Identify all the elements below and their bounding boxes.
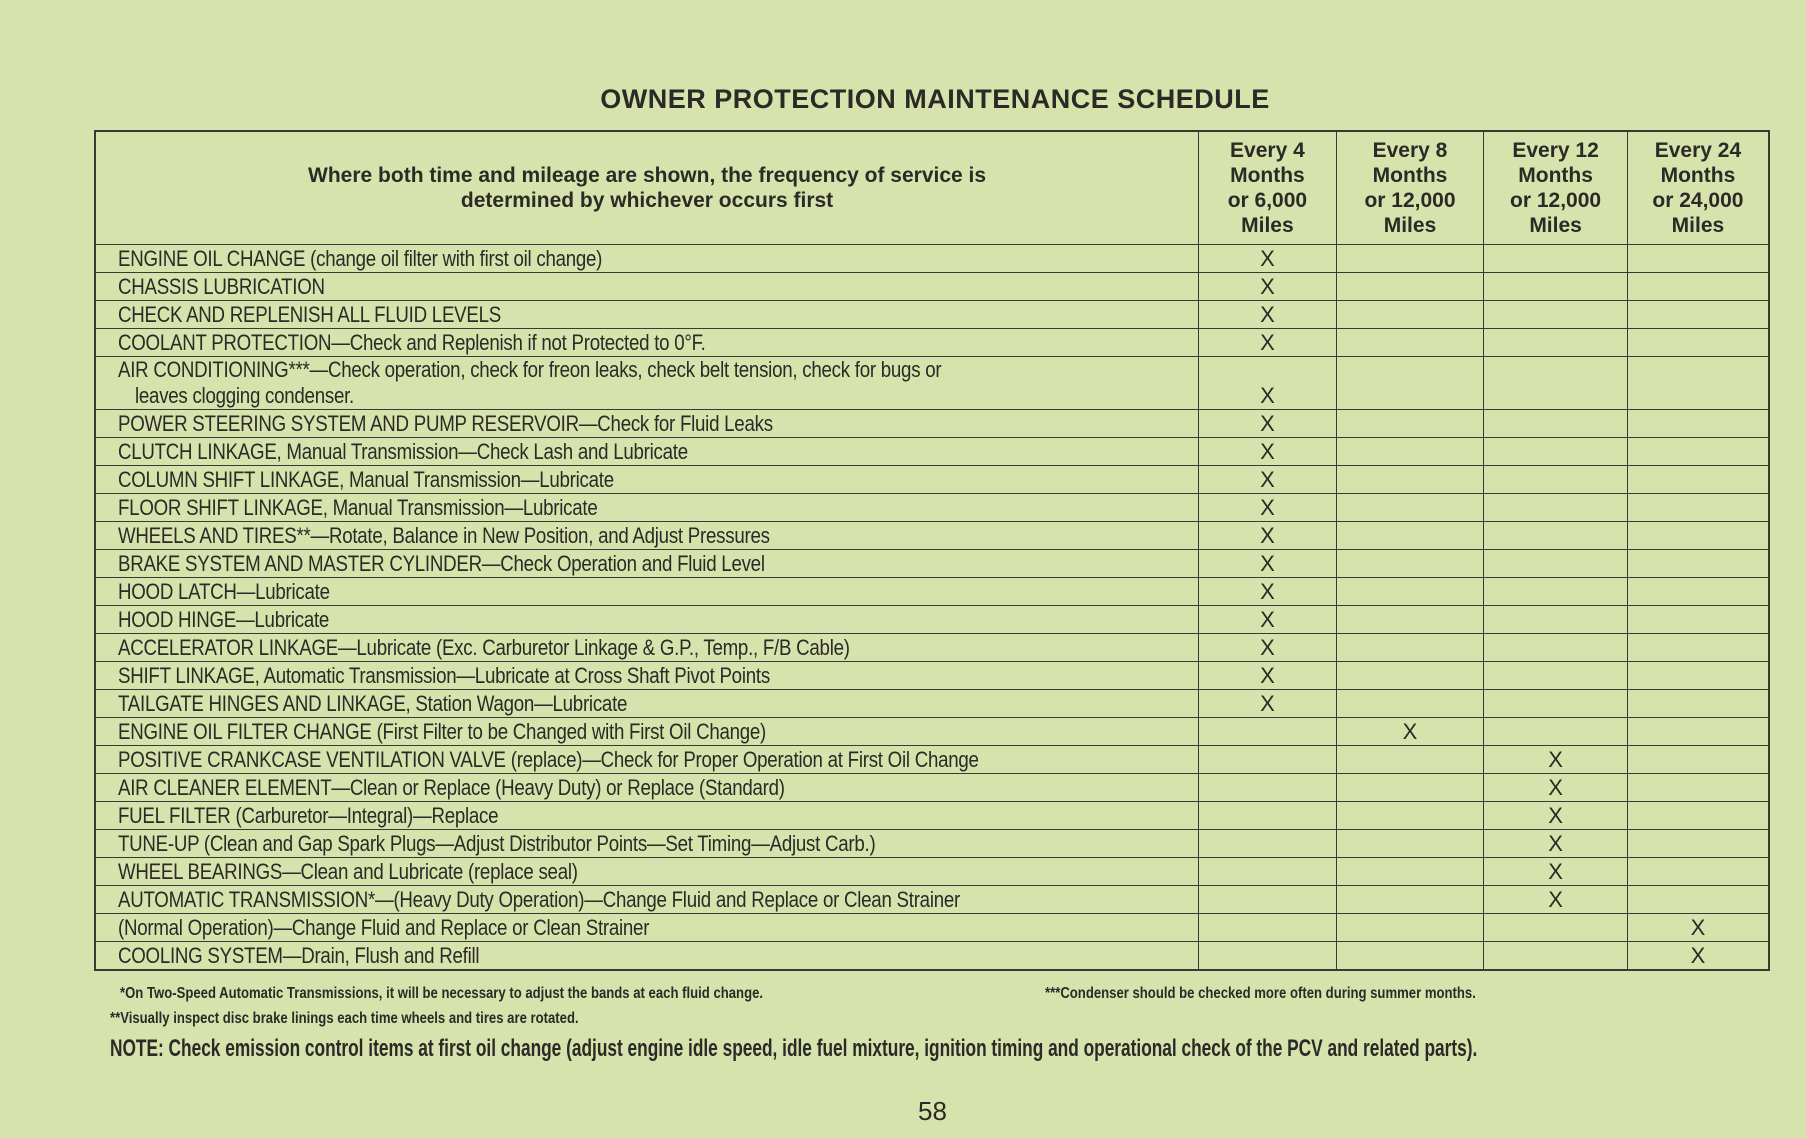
interval-cell <box>1627 357 1769 410</box>
header-line: or 12,000 <box>1510 189 1602 212</box>
interval-cell <box>1336 830 1484 858</box>
header-line: Months <box>1230 164 1305 187</box>
interval-mark: X <box>1690 943 1706 968</box>
header-line: or 12,000 <box>1364 189 1456 212</box>
interval-mark: X <box>1260 607 1275 632</box>
interval-cell <box>1199 746 1337 774</box>
service-item-text: ENGINE OIL CHANGE (change oil filter with first oil change) <box>118 245 603 271</box>
interval-cell <box>1484 329 1628 357</box>
table-row <box>95 802 1769 830</box>
service-item-text: COLUMN SHIFT LINKAGE, Manual Transmission—Lubricate <box>118 466 614 492</box>
table-row <box>95 718 1769 746</box>
interval-cell <box>1484 690 1628 718</box>
interval-mark: X <box>1548 859 1563 884</box>
interval-cell <box>1484 301 1628 329</box>
interval-cell <box>1199 466 1337 494</box>
service-item-text: POWER STEERING SYSTEM AND PUMP RESERVOIR—Check for Fluid Leaks <box>118 410 773 436</box>
table-row <box>95 329 1769 357</box>
table-row <box>95 494 1769 522</box>
service-item <box>95 522 1199 550</box>
interval-cell <box>1484 746 1628 774</box>
footnote-single: *On Two-Speed Automatic Transmissions, it will be necessary to adjust the bands at each fluid change. <box>120 985 764 1002</box>
interval-cell <box>1199 858 1337 886</box>
service-item <box>95 942 1199 971</box>
table-row <box>95 634 1769 662</box>
interval-cell <box>1627 494 1769 522</box>
table-row <box>95 522 1769 550</box>
page-title: OWNER PROTECTION MAINTENANCE SCHEDULE <box>600 84 1270 114</box>
interval-cell <box>1336 858 1484 886</box>
interval-mark: X <box>1260 495 1275 520</box>
interval-cell <box>1199 830 1337 858</box>
interval-cell <box>1627 830 1769 858</box>
header-line: or 6,000 <box>1227 189 1308 212</box>
interval-mark: X <box>1260 439 1275 464</box>
interval-cell <box>1484 273 1628 301</box>
interval-cell <box>1484 357 1628 410</box>
interval-cell <box>1627 774 1769 802</box>
interval-cell <box>1484 410 1628 438</box>
table-row <box>95 606 1769 634</box>
interval-cell <box>1627 886 1769 914</box>
header-line: Months <box>1372 164 1448 187</box>
interval-cell <box>1484 438 1628 466</box>
service-item-text: FLOOR SHIFT LINKAGE, Manual Transmission—Lubricate <box>118 494 598 520</box>
interval-cell <box>1336 662 1484 690</box>
interval-cell <box>1627 690 1769 718</box>
interval-cell <box>1484 522 1628 550</box>
interval-mark: X <box>1260 467 1275 492</box>
service-item-text: BRAKE SYSTEM AND MASTER CYLINDER—Check Operation and Fluid Level <box>118 550 765 576</box>
table-row <box>95 301 1769 329</box>
interval-mark: X <box>1402 719 1418 744</box>
table-row <box>95 830 1769 858</box>
interval-cell <box>1484 466 1628 494</box>
interval-cell <box>1199 942 1337 971</box>
interval-cell <box>1336 438 1484 466</box>
interval-cell <box>1199 578 1337 606</box>
service-item-text: HOOD HINGE—Lubricate <box>118 606 330 632</box>
header-line: Months <box>1660 164 1736 187</box>
table-row <box>95 690 1769 718</box>
table-row <box>95 662 1769 690</box>
table-row <box>95 466 1769 494</box>
interval-cell <box>1627 438 1769 466</box>
interval-mark: X <box>1260 302 1275 327</box>
interval-cell <box>1199 662 1337 690</box>
service-item <box>95 273 1199 301</box>
emission-note: NOTE: Check emission control items at first oil change (adjust engine idle speed, idle fuel mixture, ignition timing and operational check of the PCV and related parts). <box>110 1035 1478 1062</box>
interval-cell <box>1336 245 1484 273</box>
service-item-text: TAILGATE HINGES AND LINKAGE, Station Wagon—Lubricate <box>118 690 628 716</box>
interval-cell <box>1199 494 1337 522</box>
table-row <box>95 273 1769 301</box>
table-row <box>95 357 1769 410</box>
service-item-subtext: leaves clogging condenser. <box>135 383 354 408</box>
service-item <box>95 634 1199 662</box>
interval-cell <box>1336 329 1484 357</box>
interval-cell <box>1199 606 1337 634</box>
interval-mark: X <box>1548 831 1563 856</box>
interval-cell <box>1484 914 1628 942</box>
interval-cell <box>1199 886 1337 914</box>
service-item <box>95 774 1199 802</box>
service-item-text: COOLANT PROTECTION—Check and Replenish if not Protected to 0°F. <box>118 329 706 355</box>
interval-cell <box>1484 634 1628 662</box>
service-item-text: (Normal Operation)—Change Fluid and Replace or Clean Strainer <box>118 914 650 940</box>
header-line: Every 4 <box>1230 139 1305 162</box>
service-item <box>95 802 1199 830</box>
interval-mark: X <box>1548 887 1563 912</box>
header-line: Miles <box>1241 214 1294 237</box>
header-line: Miles <box>1671 214 1725 237</box>
interval-mark: X <box>1260 411 1275 436</box>
service-item-text: AIR CONDITIONING***—Check operation, check for freon leaks, check belt tension, check for bugs or <box>118 357 942 382</box>
table-row <box>95 438 1769 466</box>
service-item-text: CLUTCH LINKAGE, Manual Transmission—Check Lash and Lubricate <box>118 438 688 464</box>
interval-cell <box>1627 662 1769 690</box>
maintenance-schedule-table <box>94 130 1770 971</box>
table-row <box>95 858 1769 886</box>
interval-mark: X <box>1690 915 1706 940</box>
interval-cell <box>1336 802 1484 830</box>
interval-cell <box>1627 301 1769 329</box>
interval-cell <box>1199 718 1337 746</box>
interval-cell <box>1336 522 1484 550</box>
interval-cell <box>1336 357 1484 410</box>
service-item-text: POSITIVE CRANKCASE VENTILATION VALVE (replace)—Check for Proper Operation at First Oil Change <box>118 746 979 772</box>
interval-mark: X <box>1260 274 1275 299</box>
interval-cell <box>1336 634 1484 662</box>
header-line: Months <box>1518 164 1593 187</box>
interval-cell <box>1627 466 1769 494</box>
header-interval <box>1627 131 1769 245</box>
service-item <box>95 662 1199 690</box>
interval-cell <box>1199 550 1337 578</box>
footnote-double: **Visually inspect disc brake linings each time wheels and tires are rotated. <box>110 1010 579 1027</box>
service-item <box>95 830 1199 858</box>
interval-cell <box>1484 245 1628 273</box>
service-item <box>95 578 1199 606</box>
interval-cell <box>1336 494 1484 522</box>
service-item-text: WHEEL BEARINGS—Clean and Lubricate (replace seal) <box>118 858 578 884</box>
interval-cell <box>1336 746 1484 774</box>
interval-cell <box>1627 606 1769 634</box>
interval-mark: X <box>1548 803 1563 828</box>
header-description: Where both time and mileage are shown, the frequency of service is determined by whichever occurs first <box>95 131 1199 245</box>
interval-cell <box>1199 410 1337 438</box>
interval-cell <box>1627 329 1769 357</box>
header-line: Miles <box>1529 214 1582 237</box>
interval-cell <box>1336 718 1484 746</box>
service-item <box>95 245 1199 273</box>
service-item <box>95 690 1199 718</box>
interval-cell <box>1484 718 1628 746</box>
interval-cell <box>1484 802 1628 830</box>
interval-cell <box>1199 273 1337 301</box>
table-row <box>95 550 1769 578</box>
interval-mark: X <box>1260 246 1275 271</box>
service-item-text: CHASSIS LUBRICATION <box>118 273 325 299</box>
interval-cell <box>1199 301 1337 329</box>
header-line: Every 24 <box>1654 139 1742 162</box>
interval-cell <box>1199 245 1337 273</box>
interval-cell <box>1336 466 1484 494</box>
service-item-text: HOOD LATCH—Lubricate <box>118 578 330 604</box>
interval-cell <box>1336 301 1484 329</box>
interval-cell <box>1199 690 1337 718</box>
interval-mark: X <box>1260 523 1275 548</box>
interval-cell <box>1627 718 1769 746</box>
interval-mark: X <box>1260 579 1275 604</box>
interval-cell <box>1484 662 1628 690</box>
interval-cell <box>1199 438 1337 466</box>
interval-mark: X <box>1548 747 1563 772</box>
service-item-text: CHECK AND REPLENISH ALL FLUID LEVELS <box>118 301 501 327</box>
interval-cell <box>1484 550 1628 578</box>
interval-cell <box>1336 942 1484 971</box>
table-row <box>95 578 1769 606</box>
table-row <box>95 245 1769 273</box>
service-item-text: AUTOMATIC TRANSMISSION*—(Heavy Duty Operation)—Change Fluid and Replace or Clean Strainer <box>118 886 960 912</box>
header-line: Every 12 <box>1512 139 1599 162</box>
interval-cell <box>1627 942 1769 971</box>
service-item <box>95 746 1199 774</box>
interval-cell <box>1627 746 1769 774</box>
service-item <box>95 886 1199 914</box>
interval-cell <box>1199 357 1337 410</box>
interval-cell <box>1336 273 1484 301</box>
interval-cell <box>1627 522 1769 550</box>
interval-cell <box>1336 578 1484 606</box>
interval-cell <box>1199 634 1337 662</box>
service-item-text: AIR CLEANER ELEMENT—Clean or Replace (Heavy Duty) or Replace (Standard) <box>118 774 785 800</box>
service-item-text: COOLING SYSTEM—Drain, Flush and Refill <box>118 942 480 968</box>
interval-cell <box>1199 522 1337 550</box>
header-interval <box>1199 131 1337 245</box>
header-interval <box>1484 131 1628 245</box>
footnote-triple: ***Condenser should be checked more often during summer months. <box>1045 985 1476 1002</box>
table-row <box>95 886 1769 914</box>
interval-cell <box>1199 329 1337 357</box>
interval-cell <box>1199 802 1337 830</box>
service-item <box>95 494 1199 522</box>
header-interval <box>1336 131 1484 245</box>
service-item <box>95 606 1199 634</box>
service-item-text: ACCELERATOR LINKAGE—Lubricate (Exc. Carburetor Linkage & G.P., Temp., F/B Cable) <box>118 634 850 660</box>
service-item <box>95 438 1199 466</box>
service-item-text: SHIFT LINKAGE, Automatic Transmission—Lubricate at Cross Shaft Pivot Points <box>118 662 770 688</box>
interval-cell <box>1336 886 1484 914</box>
interval-mark: X <box>1260 663 1275 688</box>
service-item <box>95 466 1199 494</box>
interval-cell <box>1336 914 1484 942</box>
interval-cell <box>1627 550 1769 578</box>
interval-cell <box>1627 245 1769 273</box>
header-line: Miles <box>1383 214 1437 237</box>
interval-cell <box>1336 550 1484 578</box>
service-item <box>95 410 1199 438</box>
interval-cell <box>1484 886 1628 914</box>
service-item-text: ENGINE OIL FILTER CHANGE (First Filter to be Changed with First Oil Change) <box>118 718 767 744</box>
interval-cell <box>1336 606 1484 634</box>
page-number: 58 <box>918 1096 947 1126</box>
service-item <box>95 550 1199 578</box>
interval-cell <box>1336 690 1484 718</box>
service-item <box>95 858 1199 886</box>
interval-cell <box>1336 774 1484 802</box>
interval-cell <box>1484 578 1628 606</box>
table-row <box>95 746 1769 774</box>
interval-cell <box>1484 774 1628 802</box>
header-line: Every 8 <box>1372 139 1448 162</box>
interval-mark: X <box>1260 635 1275 660</box>
service-item <box>95 329 1199 357</box>
service-item <box>95 914 1199 942</box>
service-item <box>95 718 1199 746</box>
interval-cell <box>1199 774 1337 802</box>
header-row <box>95 131 1769 245</box>
interval-cell <box>1627 914 1769 942</box>
interval-cell <box>1484 830 1628 858</box>
interval-cell <box>1627 634 1769 662</box>
table-row <box>95 410 1769 438</box>
interval-cell <box>1484 494 1628 522</box>
interval-cell <box>1484 858 1628 886</box>
interval-cell <box>1627 802 1769 830</box>
service-item-text: WHEELS AND TIRES**—Rotate, Balance in New Position, and Adjust Pressures <box>118 522 770 548</box>
interval-mark: X <box>1260 691 1275 716</box>
interval-cell <box>1336 410 1484 438</box>
table-row <box>95 942 1769 971</box>
interval-mark: X <box>1548 775 1563 800</box>
interval-mark: X <box>1260 330 1275 355</box>
service-item <box>95 301 1199 329</box>
interval-cell <box>1627 410 1769 438</box>
table-row <box>95 914 1769 942</box>
interval-cell <box>1627 578 1769 606</box>
interval-cell <box>1627 858 1769 886</box>
interval-cell <box>1199 914 1337 942</box>
interval-cell <box>1484 606 1628 634</box>
header-line: or 24,000 <box>1652 189 1744 212</box>
interval-cell <box>1484 942 1628 971</box>
interval-cell <box>1627 273 1769 301</box>
service-item-text: TUNE-UP (Clean and Gap Spark Plugs—Adjust Distributor Points—Set Timing—Adjust Carb.) <box>118 830 876 856</box>
table-row <box>95 774 1769 802</box>
interval-mark: X <box>1260 551 1275 576</box>
service-item-text: FUEL FILTER (Carburetor—Integral)—Replace <box>118 802 499 828</box>
interval-mark: X <box>1260 383 1275 408</box>
service-item <box>95 357 1199 410</box>
